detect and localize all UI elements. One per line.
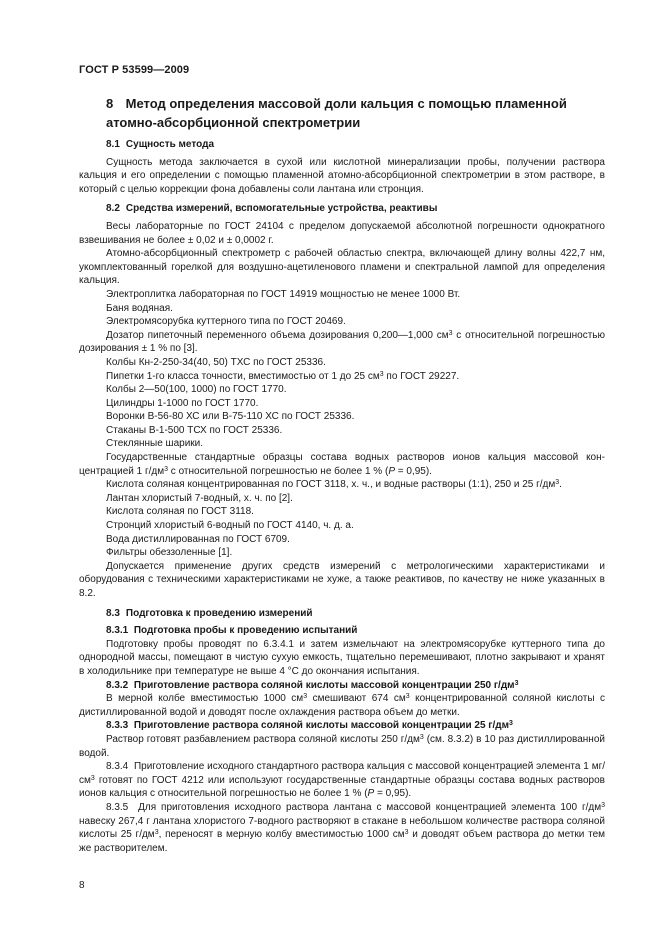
list-item: Атомно-абсорбционный спектрометр с рабочей областью спектра, включающей длину волны 422,7 нм, укомплектованный горелкой для воздушно-ацетиленового пламени и спектральной лампой для определения кальция. <box>79 248 605 287</box>
list-item-pipettes: Пипетки 1-го класса точности, вместимостью от 1 до 25 $см^3$ по ГОСТ 29227. <box>106 370 460 382</box>
list-item: Баня водяная. <box>106 302 173 314</box>
list-item: Кислота соляная по ГОСТ 3118. <box>106 506 254 518</box>
subsection-heading-8-3-3: 8.3.3 Приготовление раствора соляной кислоты массовой концентрации 25 $г/дм^3$ <box>106 720 513 732</box>
section-title-line1: Метод определения массовой доли кальция с помощью пламенной <box>125 96 567 111</box>
subsection-heading-8-2: 8.2 Средства измерений, вспомогательные устройства, реактивы <box>106 203 438 215</box>
list-item-dispenser: Дозатор пипеточный переменного объема дозирования 0,200—1,000 $см^3$ с относительной погрешностью дозирования ± 1 % по [3]. <box>79 329 605 355</box>
list-item: Воронки В-56-80 ХС или В-75-110 ХС по ГОСТ 25336. <box>106 411 355 423</box>
list-item: Стаканы В-1-500 ТСХ по ГОСТ 25336. <box>106 424 283 436</box>
list-item: Электромясорубка куттерного типа по ГОСТ 20469. <box>106 316 346 328</box>
paragraph-acid-25: Раствор готовят разбавлением раствора соляной кислоты 250 $г/дм^3$ (см. 8.3.2) в 10 раз дистиллированной водой. <box>79 733 605 759</box>
paragraph-method-essence: Сущность метода заключается в сухой или кислотной минерализации пробы, получении раствора кальция и его определении с помощью пламенной атомно-абсорбционной спектрометрии в этом растворе, в который с целью коррекции фона добавлены соли лантана или стронция. <box>79 156 605 195</box>
list-item: Стронций хлористый 6-водный по ГОСТ 4140, ч. д. а. <box>106 520 354 532</box>
paragraph-allowed-alternatives: Допускается применение других средств измерений с метрологическими характеристиками и оборудования с техническими характеристиками не хуже, а также реактивов, по качеству не ниже указанных в 8.2. <box>79 560 605 599</box>
section-title-line2: атомно-абсорбционной спектрометрии <box>106 115 361 130</box>
list-item-standard-samples: Государственные стандартные образцы состава водных растворов ионов кальция массовой концентрацией 1 $г/дм^3$ с относительной погрешностью не более 1 % (P = 0,95). <box>79 452 605 477</box>
subsection-heading-8-1: 8.1 Сущность метода <box>106 139 215 150</box>
list-item: Электроплитка лабораторная по ГОСТ 14919 мощностью не менее 1000 Вт. <box>106 288 461 300</box>
list-item: Вода дистиллированная по ГОСТ 6709. <box>106 533 290 545</box>
list-item: Фильтры обеззоленные [1]. <box>106 547 233 559</box>
list-item: Весы лабораторные по ГОСТ 24104 с пределом допускаемой абсолютной погрешности однократного взвешивания не более ± 0,02 и ± 0,0002 г. <box>79 220 605 246</box>
list-item: Лантан хлористый 7-водный, х. ч. по [2]. <box>106 492 293 504</box>
paragraph-8-3-4: 8.3.4 Приготовление исходного стандартного раствора кальция с массовой концентрацией элемента 1 $мг/см^3$ готовят по ГОСТ 4212 или используют государственные стандартные образцы состава водных растворов ионов кальция с относительной погрешностью не более 1 % (P = 0,95). <box>79 761 605 800</box>
document-body <box>79 138 605 855</box>
list-item-hydrochloric-acid: Кислота соляная концентрированная по ГОСТ 3118, х. ч., и водные растворы (1:1), 250 и 25 $г/дм^3$. <box>106 479 562 491</box>
section-title <box>106 94 606 132</box>
section-number: 8 <box>106 96 114 111</box>
document-code: ГОСТ Р 53599—2009 <box>79 64 190 76</box>
list-item: Колбы 2—50(100, 1000) по ГОСТ 1770. <box>106 384 287 396</box>
list-item: Колбы Кн-2-250-34(40, 50) ТХС по ГОСТ 25336. <box>106 356 326 368</box>
list-item: Стеклянные шарики. <box>106 438 204 450</box>
subsection-heading-8-3-2: 8.3.2 Приготовление раствора соляной кислоты массовой концентрации 250 $г/дм^3$ <box>106 679 519 691</box>
paragraph-8-3-5: 8.3.5 Для приготовления исходного раствора лантана с массовой концентрацией элемента 100 $г/дм^3$ навеску 267,4 г лантана хлористого 7-водного растворяют в стакане в небольшом количестве раствора соляной кислоты 25 $г/дм^3$, переносят в мерную колбу вместимостью 1000 $см^3$ и доводят объем раствора до метки тем же растворителем. <box>79 801 606 854</box>
subsection-heading-8-3-1: 8.3.1 Подготовка пробы к проведению испытаний <box>106 625 358 637</box>
page-number: 8 <box>79 880 85 891</box>
paragraph-sample-preparation: Подготовку пробы проводят по 6.3.4.1 и затем измельчают на электромясорубке куттерного типа до однородной массы, помещают в чистую сухую емкость, тщательно перемешивают, плотно закрывают и хранят в холодильнике при температуре не выше 4 °С до окончания испытания. <box>79 638 605 677</box>
paragraph-acid-250: В мерной колбе вместимостью 1000 $см^3$ смешивают 674 $см^3$ концентрированной соляной кислоты с дистиллированной водой и доводят после охлаждения раствора объем до метки. <box>79 693 605 718</box>
list-item: Цилиндры 1-1000 по ГОСТ 1770. <box>106 397 259 409</box>
subsection-heading-8-3: 8.3 Подготовка к проведению измерений <box>106 607 313 619</box>
